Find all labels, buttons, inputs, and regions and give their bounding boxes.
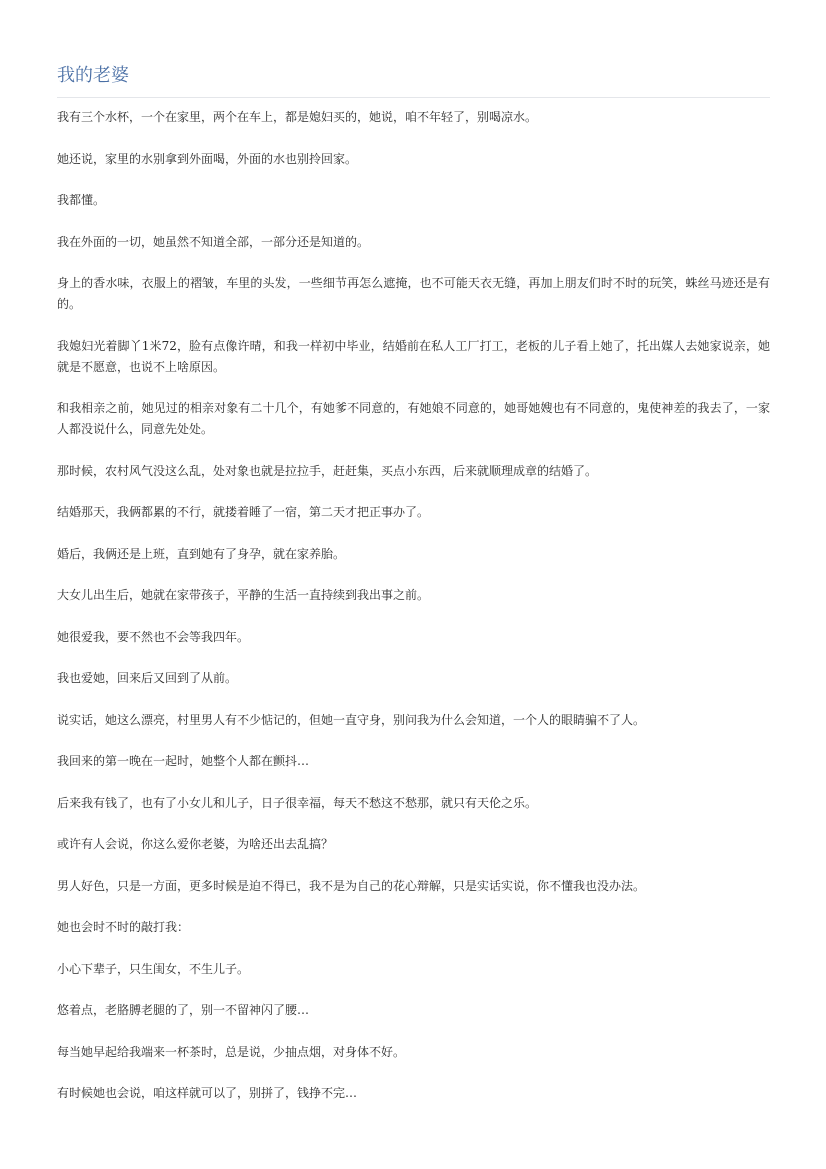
paragraph: 她也会时不时的敲打我： bbox=[57, 920, 190, 934]
paragraph: 悠着点，老胳膊老腿的了，别一不留神闪了腰… bbox=[57, 1003, 310, 1017]
paragraph: 身上的香水味，衣服上的褶皱，车里的头发，一些细节再怎么遮掩，也不可能天衣无缝，再加上朋友们时不时的玩笑，蛛丝马迹还是有的。 bbox=[57, 276, 770, 311]
paragraph: 我有三个水杯，一个在家里，两个在车上，都是媳妇买的，她说，咱不年轻了，别喝凉水。 bbox=[57, 110, 538, 124]
paragraph: 结婚那天，我俩都累的不行，就搂着睡了一宿，第二天才把正事办了。 bbox=[57, 505, 430, 519]
paragraph: 我回来的第一晚在一起时，她整个人都在颤抖… bbox=[57, 754, 310, 768]
paragraph: 我媳妇光着脚丫1米72，脸有点像许晴，和我一样初中毕业，结婚前在私人工厂打工，老板的儿子看上她了，托出媒人去她家说亲，她就是不愿意，也说不上啥原因。 bbox=[57, 338, 770, 374]
paragraph: 男人好色，只是一方面，更多时候是迫不得已，我不是为自己的花心辩解，只是实话实说，你不懂我也没办法。 bbox=[57, 878, 646, 893]
article-title: 我的老婆 bbox=[57, 65, 129, 86]
paragraph: 她很爱我，要不然也不会等我四年。 bbox=[57, 629, 250, 644]
paragraph: 有时候她也会说，咱这样就可以了，别拼了，钱挣不完… bbox=[57, 1086, 358, 1100]
paragraph: 大女儿出生后，她就在家带孩子，平静的生活一直持续到我出事之前。 bbox=[57, 588, 430, 602]
paragraph: 我都懂。 bbox=[57, 193, 106, 207]
title-divider bbox=[57, 97, 770, 98]
paragraph: 我也爱她，回来后又回到了从前。 bbox=[57, 671, 238, 685]
paragraph: 我在外面的一切，她虽然不知道全部，一部分还是知道的。 bbox=[57, 234, 370, 249]
paragraph: 那时候，农村风气没这么乱，处对象也就是拉拉手，赶赶集，买点小东西，后来就顺理成章的结婚了。 bbox=[57, 463, 598, 478]
paragraph: 说实话，她这么漂亮，村里男人有不少惦记的，但她一直守身，别问我为什么会知道，一个人的眼睛骗不了人。 bbox=[57, 712, 646, 727]
paragraph: 婚后，我俩还是上班，直到她有了身孕，就在家养胎。 bbox=[57, 546, 346, 561]
article-body bbox=[57, 107, 770, 1104]
paragraph: 或许有人会说，你这么爱你老婆，为啥还出去乱搞？ bbox=[57, 837, 334, 851]
article bbox=[57, 64, 770, 1125]
paragraph: 她还说，家里的水别拿到外面喝，外面的水也别拎回家。 bbox=[57, 151, 358, 166]
paragraph: 小心下辈子，只生闺女，不生儿子。 bbox=[57, 961, 250, 976]
paragraph: 后来我有钱了，也有了小女儿和儿子，日子很幸福，每天不愁这不愁那，就只有天伦之乐。 bbox=[57, 795, 538, 810]
paragraph: 和我相亲之前，她见过的相亲对象有二十几个，有她爹不同意的，有她娘不同意的，她哥她嫂也有不同意的，鬼使神差的我去了，一家人都没说什么，同意先处处。 bbox=[57, 401, 770, 436]
paragraph: 每当她早起给我端来一杯茶时，总是说，少抽点烟，对身体不好。 bbox=[57, 1044, 406, 1059]
